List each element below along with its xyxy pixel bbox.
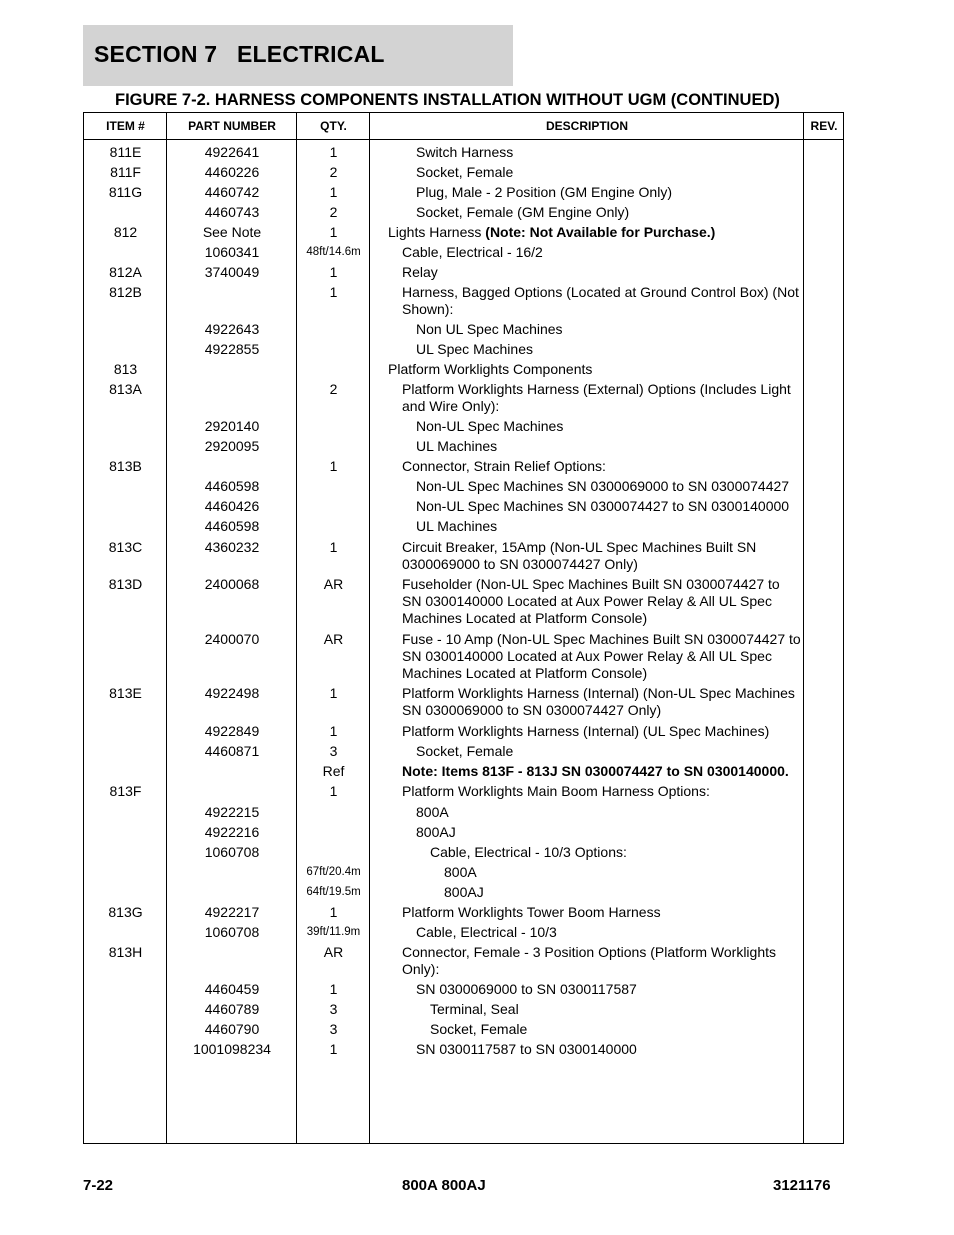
table-row xyxy=(84,844,843,861)
description xyxy=(388,763,803,780)
item-number: 813C xyxy=(108,539,143,555)
part-number: 4922641 xyxy=(204,144,260,160)
description xyxy=(388,1041,803,1058)
description xyxy=(388,1001,803,1018)
table-row xyxy=(84,1041,843,1058)
description-text: Connector, Strain Relief Options: xyxy=(402,458,606,474)
table-row xyxy=(84,438,843,455)
part-number: 2400068 xyxy=(204,576,260,592)
description-text: SN 0300069000 to SN 0300117587 xyxy=(416,981,637,997)
item-number: 812A xyxy=(109,264,142,280)
item-number: 812B xyxy=(109,284,142,300)
item-number: 813F xyxy=(109,783,142,799)
table-row xyxy=(84,478,843,495)
description-text: Fuseholder (Non-UL Spec Machines Built SN 0300074427 to SN 0300140000 Located at Aux Power Relay & All UL Spec Machines Located at Platform Console) xyxy=(402,576,780,626)
table-row xyxy=(84,321,843,338)
table-row xyxy=(84,576,843,627)
table-row xyxy=(84,1021,843,1038)
description-text: Cable, Electrical - 16/2 xyxy=(402,244,543,260)
description-text: Platform Worklights Harness (Internal) (Non-UL Spec Machines SN 0300069000 to SN 0300074427 Only) xyxy=(402,685,795,718)
description-text: Non-UL Spec Machines SN 0300069000 to SN 0300074427 xyxy=(416,478,790,494)
part-number: 1060708 xyxy=(204,924,260,940)
table-row xyxy=(84,224,843,241)
description xyxy=(388,321,803,338)
part-number: 4460790 xyxy=(204,1021,260,1037)
part-number: 1001098234 xyxy=(193,1041,271,1057)
description-text: Fuse - 10 Amp (Non-UL Spec Machines Built SN 0300074427 to SN 0300140000 Located at Aux Power Relay & All UL Spec Machines Located at Platform Console) xyxy=(402,631,801,681)
quantity: AR xyxy=(323,576,344,592)
quantity: 3 xyxy=(329,1001,338,1017)
table-row xyxy=(84,884,843,901)
description xyxy=(388,783,803,800)
part-number: 4460742 xyxy=(204,184,260,200)
description xyxy=(388,804,803,821)
quantity: 39ft/11.9m xyxy=(306,926,361,938)
part-number: 4922643 xyxy=(204,321,260,337)
part-number: See Note xyxy=(202,224,262,240)
part-number: 4922849 xyxy=(204,723,260,739)
description xyxy=(388,1021,803,1038)
table-row xyxy=(84,804,843,821)
quantity: 3 xyxy=(329,1021,338,1037)
figure-title: FIGURE 7-2. HARNESS COMPONENTS INSTALLATION WITHOUT UGM (CONTINUED) xyxy=(115,91,780,109)
section-banner xyxy=(83,25,513,86)
description xyxy=(388,381,803,415)
description-text: Switch Harness xyxy=(416,144,514,160)
item-number: 812 xyxy=(113,224,138,240)
description xyxy=(388,518,803,535)
quantity: 67ft/20.4m xyxy=(306,866,361,878)
description xyxy=(388,944,803,978)
table-row xyxy=(84,244,843,261)
description-note: Note: Items 813F - 813J SN 0300074427 to SN 0300140000. xyxy=(402,763,789,779)
description xyxy=(388,824,803,841)
table-row xyxy=(84,743,843,760)
description-text: Socket, Female xyxy=(430,1021,528,1037)
quantity: 3 xyxy=(329,743,338,759)
description xyxy=(388,204,803,221)
table-row xyxy=(84,458,843,475)
table-row xyxy=(84,1001,843,1018)
item-number: 813H xyxy=(108,944,143,960)
quantity: 1 xyxy=(329,1041,338,1057)
table-row xyxy=(84,944,843,978)
item-number: 813A xyxy=(109,381,142,397)
description xyxy=(388,498,803,515)
table-row xyxy=(84,631,843,682)
quantity: 1 xyxy=(329,264,338,280)
table-row xyxy=(84,418,843,435)
part-number: 4460789 xyxy=(204,1001,260,1017)
table-row xyxy=(84,264,843,281)
quantity: AR xyxy=(323,944,344,960)
description-text: Socket, Female xyxy=(416,164,514,180)
part-number: 4460598 xyxy=(204,478,260,494)
description-text: Platform Worklights Tower Boom Harness xyxy=(402,904,661,920)
description-text: Non-UL Spec Machines xyxy=(416,418,564,434)
part-number: 1060708 xyxy=(204,844,260,860)
description xyxy=(388,685,803,719)
description xyxy=(388,264,803,281)
description xyxy=(388,631,803,682)
quantity: 1 xyxy=(329,904,338,920)
description-text: 800AJ xyxy=(444,884,484,900)
description-note: (Note: Not Available for Purchase.) xyxy=(485,224,716,240)
quantity: 2 xyxy=(329,204,338,220)
item-number: 813 xyxy=(113,361,138,377)
part-number: 2920140 xyxy=(204,418,260,434)
description xyxy=(388,361,803,378)
table-row xyxy=(84,284,843,318)
table-row xyxy=(84,144,843,161)
table-row xyxy=(84,164,843,181)
quantity: 1 xyxy=(329,685,338,701)
description-text: 800A xyxy=(416,804,449,820)
description xyxy=(388,144,803,161)
description xyxy=(388,224,803,241)
section-title: SECTION 7 ELECTRICAL xyxy=(94,41,385,67)
description-text: Harness, Bagged Options (Located at Ground Control Box) (Not Shown): xyxy=(402,284,799,317)
quantity: 1 xyxy=(329,458,338,474)
description xyxy=(388,244,803,261)
table-row xyxy=(84,381,843,415)
part-number: 4460226 xyxy=(204,164,260,180)
part-number: 2400070 xyxy=(204,631,260,647)
item-number: 813G xyxy=(108,904,143,920)
description-text: Plug, Male - 2 Position (GM Engine Only) xyxy=(416,184,672,200)
table-row xyxy=(84,361,843,378)
description-text: Lights Harness xyxy=(388,224,486,240)
part-number: 4460598 xyxy=(204,518,260,534)
model-name: 800A 800AJ xyxy=(402,1177,486,1194)
part-number: 4360232 xyxy=(204,539,260,555)
part-number: 4922855 xyxy=(204,341,260,357)
header-item: ITEM # xyxy=(106,119,145,133)
quantity: 48ft/14.6m xyxy=(306,246,361,258)
description xyxy=(388,576,803,627)
description xyxy=(388,418,803,435)
description-text: Relay xyxy=(402,264,438,280)
description xyxy=(388,438,803,455)
quantity: 1 xyxy=(329,539,338,555)
header-part-number: PART NUMBER xyxy=(188,119,276,133)
part-number: 4922216 xyxy=(204,824,260,840)
description-text: UL Machines xyxy=(416,438,498,454)
quantity: Ref xyxy=(322,763,345,779)
description-text: Connector, Female - 3 Position Options (Platform Worklights Only): xyxy=(402,944,777,977)
table-row xyxy=(84,184,843,201)
item-number: 811E xyxy=(109,144,142,160)
header-qty: QTY. xyxy=(320,119,347,133)
description-text: Terminal, Seal xyxy=(430,1001,519,1017)
part-number: 4922215 xyxy=(204,804,260,820)
description-text: Socket, Female (GM Engine Only) xyxy=(416,204,630,220)
table-row xyxy=(84,824,843,841)
description xyxy=(388,884,803,901)
part-number: 4460743 xyxy=(204,204,260,220)
description xyxy=(388,844,803,861)
table-row xyxy=(84,539,843,573)
description-text: UL Spec Machines xyxy=(416,341,533,357)
quantity: 1 xyxy=(329,184,338,200)
description-text: Circuit Breaker, 15Amp (Non-UL Spec Machines Built SN 0300069000 to SN 0300074427 Only) xyxy=(402,539,757,572)
description xyxy=(388,164,803,181)
description-text: Socket, Female xyxy=(416,743,514,759)
quantity: 1 xyxy=(329,783,338,799)
part-number: 2920095 xyxy=(204,438,260,454)
item-number: 813E xyxy=(109,685,142,701)
part-number: 1060341 xyxy=(204,244,260,260)
description-text: 800AJ xyxy=(416,824,456,840)
part-number: 4922217 xyxy=(204,904,260,920)
part-number: 4460459 xyxy=(204,981,260,997)
description-text: Platform Worklights Harness (External) Options (Includes Light and Wire Only): xyxy=(402,381,791,414)
quantity: 2 xyxy=(329,164,338,180)
page-number: 7-22 xyxy=(83,1177,114,1194)
parts-table xyxy=(83,112,844,1144)
part-number: 4460871 xyxy=(204,743,260,759)
table-row xyxy=(84,518,843,535)
header-description: DESCRIPTION xyxy=(545,119,628,133)
description xyxy=(388,458,803,475)
table-row xyxy=(84,685,843,719)
table-row xyxy=(84,783,843,800)
table-row xyxy=(84,981,843,998)
description-text: Non UL Spec Machines xyxy=(416,321,563,337)
quantity: 2 xyxy=(329,381,338,397)
description-text: Cable, Electrical - 10/3 Options: xyxy=(430,844,627,860)
description-text: 800A xyxy=(444,864,477,880)
description xyxy=(388,864,803,881)
part-number: 3740049 xyxy=(204,264,260,280)
description xyxy=(388,981,803,998)
table-row xyxy=(84,904,843,921)
table-body xyxy=(84,144,843,1058)
item-number: 813D xyxy=(108,576,143,592)
description xyxy=(388,539,803,573)
description-text: SN 0300117587 to SN 0300140000 xyxy=(416,1041,637,1057)
quantity: 1 xyxy=(329,723,338,739)
document-number: 3121176 xyxy=(773,1177,831,1194)
item-number: 813B xyxy=(109,458,142,474)
table-row xyxy=(84,498,843,515)
table-row xyxy=(84,924,843,941)
table-row xyxy=(84,864,843,881)
table-header xyxy=(84,113,843,140)
description xyxy=(388,284,803,318)
quantity: 1 xyxy=(329,144,338,160)
description-text: Platform Worklights Components xyxy=(388,361,593,377)
table-row xyxy=(84,341,843,358)
description xyxy=(388,341,803,358)
description xyxy=(388,478,803,495)
description xyxy=(388,723,803,740)
quantity: 1 xyxy=(329,224,338,240)
description xyxy=(388,743,803,760)
item-number: 811G xyxy=(108,184,143,200)
description xyxy=(388,184,803,201)
description-text: UL Machines xyxy=(416,518,498,534)
description xyxy=(388,904,803,921)
header-rev: REV. xyxy=(810,119,838,133)
part-number: 4460426 xyxy=(204,498,260,514)
quantity: 1 xyxy=(329,284,338,300)
quantity: 1 xyxy=(329,981,338,997)
table-row xyxy=(84,723,843,740)
part-number: 4922498 xyxy=(204,685,260,701)
description-text: Platform Worklights Harness (Internal) (UL Spec Machines) xyxy=(402,723,770,739)
description-text: Cable, Electrical - 10/3 xyxy=(416,924,557,940)
quantity: 64ft/19.5m xyxy=(306,886,361,898)
table-row xyxy=(84,204,843,221)
table-row xyxy=(84,763,843,780)
quantity: AR xyxy=(323,631,344,647)
description-text: Platform Worklights Main Boom Harness Options: xyxy=(402,783,710,799)
description-text: Non-UL Spec Machines SN 0300074427 to SN 0300140000 xyxy=(416,498,790,514)
item-number: 811F xyxy=(110,164,141,180)
description xyxy=(388,924,803,941)
